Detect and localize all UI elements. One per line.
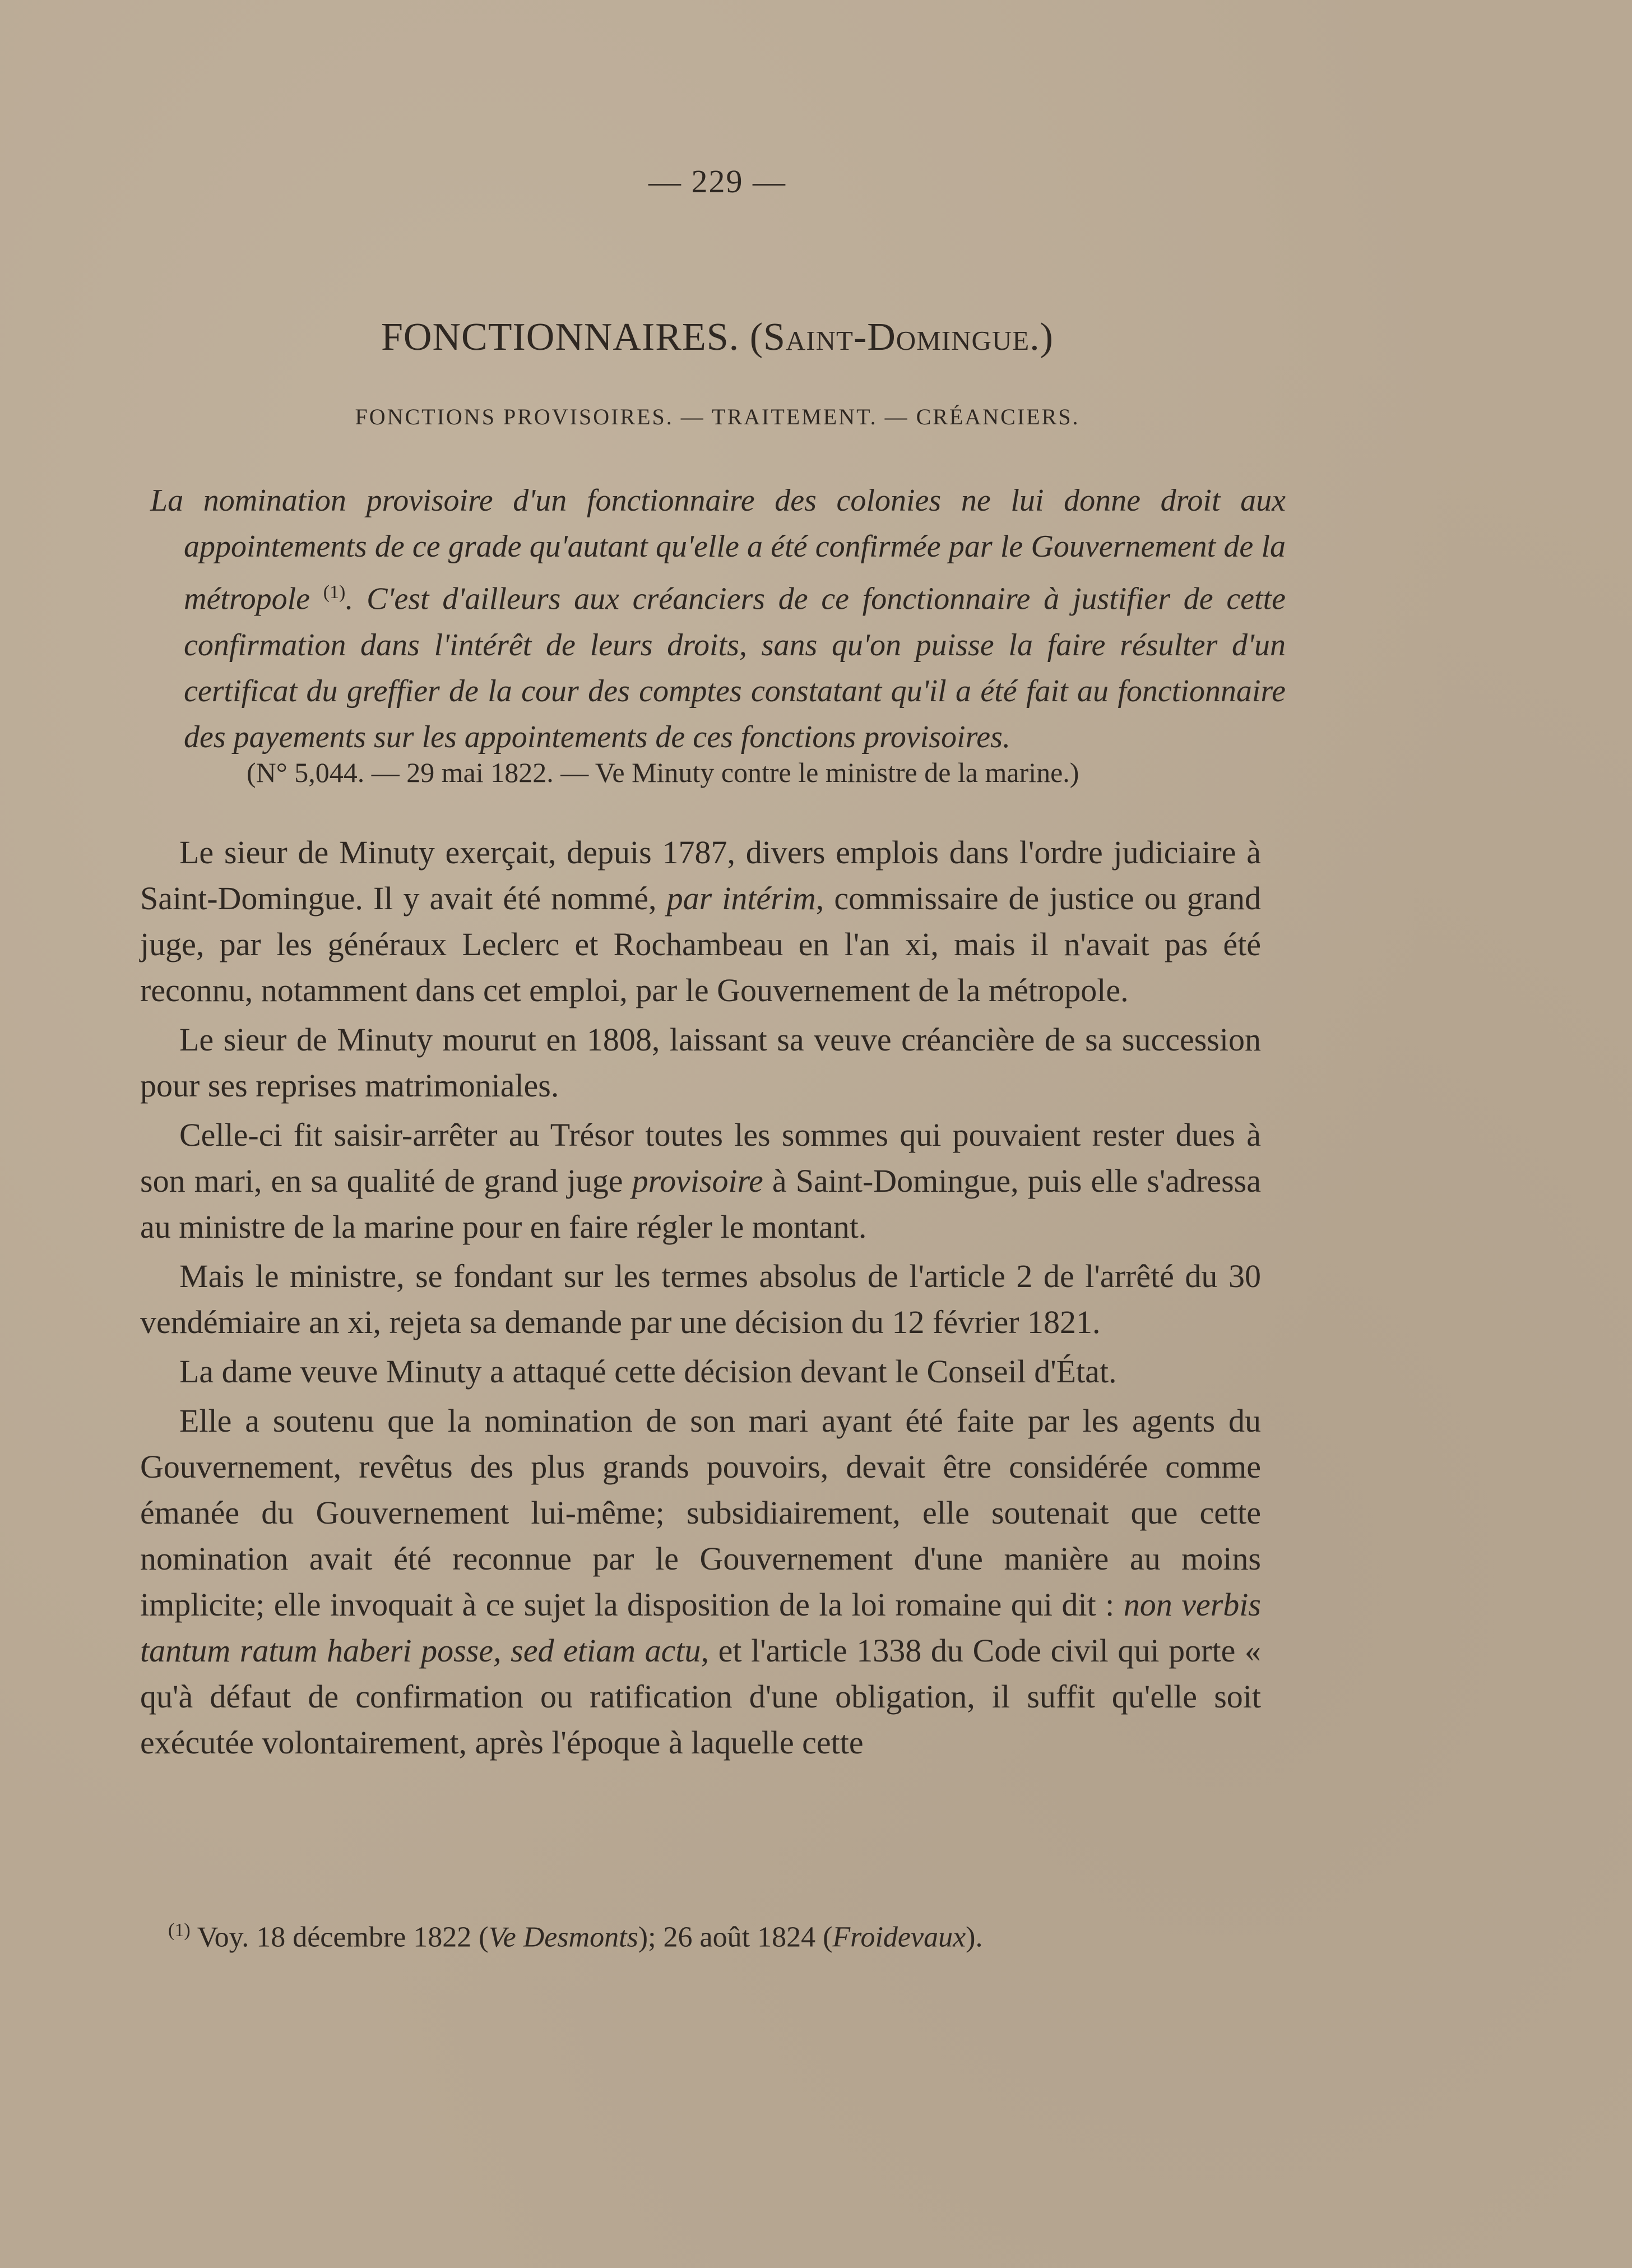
- case-citation: (N° 5,044. — 29 mai 1822. — Ve Minuty contre le ministre de la marine.): [247, 757, 1079, 788]
- paragraph-1-text-a: Le sieur de Minuty exerçait, depuis 1787, divers emplois dans l'ordre judiciaire à Saint-Domingue. Il y avait été nommé,: [140, 834, 1261, 917]
- paragraph-1-text-b: , commissaire de justice ou grand juge, par les généraux Leclerc et Rochambeau en l'an xi, mais il n'avait pas été reconnu, notamment dans cet emploi, par le Gouvernement de la métropole.: [140, 880, 1261, 1008]
- footnote-text-1: Voy. 18 décembre 1822 (: [197, 1921, 489, 1954]
- paragraph-3-text-a: Celle-ci fit saisir-arrêter au Trésor toutes les sommes qui pouvaient rester dues à son mari, en sa qualité de grand juge: [140, 1117, 1261, 1199]
- paragraph-3: [140, 1112, 1261, 1250]
- paragraph-1-emphasis: par intérim: [666, 880, 816, 917]
- paragraph-6: [140, 1398, 1261, 1766]
- section-subtitle: FONCTIONS PROVISOIRES. — TRAITEMENT. — CRÉANCIERS.: [355, 404, 1080, 429]
- paragraph-6-text-a: Elle a soutenu que la nomination de son mari ayant été faite par les agents du Gouvernement, revêtus des plus grands pouvoirs, devait être considérée comme émanée du Gouvernement lui-même; subsidiairement, elle soutenait que cette nomination avait été reconnue par le Gouvernement d'une manière au moins implicite; elle invoquait à ce sujet la disposition de la loi romaine qui dit :: [140, 1403, 1261, 1623]
- title-region: (Saint-Domingue.): [749, 316, 1054, 359]
- summary-paragraph: [150, 478, 1286, 760]
- footnote-marker: (1): [168, 1920, 191, 1941]
- paragraph-2: Le sieur de Minuty mourut en 1808, laissant sa veuve créancière de sa succession pour ses reprises matrimoniales.: [140, 1021, 1261, 1104]
- summary-part-1: La nomination provisoire d'un fonctionnaire des colonies ne lui donne droit aux appointements de ce grade qu'autant qu'elle a été confirmée par le Gouvernement de la métropole: [150, 483, 1286, 617]
- paragraph-6-emphasis: non verbis tantum ratum haberi posse, sed etiam actu: [140, 1586, 1261, 1669]
- paragraph-3-text-b: à Saint-Domingue, puis elle s'adressa au ministre de la marine pour en faire régler le montant.: [140, 1163, 1261, 1245]
- footnote-reference: (1): [323, 582, 346, 603]
- paragraph-5: La dame veuve Minuty a attaqué cette décision devant le Conseil d'État.: [179, 1353, 1117, 1390]
- footnote-text-2: ); 26 août 1824 (: [638, 1921, 833, 1954]
- paragraph-3-emphasis: provisoire: [632, 1163, 763, 1199]
- footnote-emphasis-2: Froidevaux: [832, 1921, 966, 1954]
- title-main: FONCTIONNAIRES.: [381, 316, 740, 359]
- summary-part-2: . C'est d'ailleurs aux créanciers de ce fonctionnaire à justifier de cette confirmation dans l'intérêt de leurs droits, sans qu'on puisse la faire résulter d'un certificat du greffier de la cour des comptes constatant qu'il a été fait au fonctionnaire des payements sur les appointements de ces fonctions provisoires.: [184, 581, 1286, 755]
- paragraph-4: Mais le ministre, se fondant sur les termes absolus de l'article 2 de l'arrêté du 30 vendémiaire an xi, rejeta sa demande par une décision du 12 février 1821.: [140, 1258, 1261, 1340]
- paragraph-6-text-b: , et l'article 1338 du Code civil qui porte « qu'à défaut de confirmation ou ratification d'une obligation, il suffit qu'elle soit exécutée volontairement, après l'époque à laquelle cette: [140, 1632, 1262, 1761]
- page-number: — 229 —: [648, 163, 786, 200]
- footnote-text-3: ).: [966, 1921, 983, 1954]
- body-text: [140, 830, 1261, 1766]
- page-title: [0, 315, 1435, 360]
- footnote-emphasis-1: Ve Desmonts: [488, 1921, 638, 1954]
- footnote: [168, 1908, 1233, 1960]
- paragraph-1: [140, 830, 1261, 1013]
